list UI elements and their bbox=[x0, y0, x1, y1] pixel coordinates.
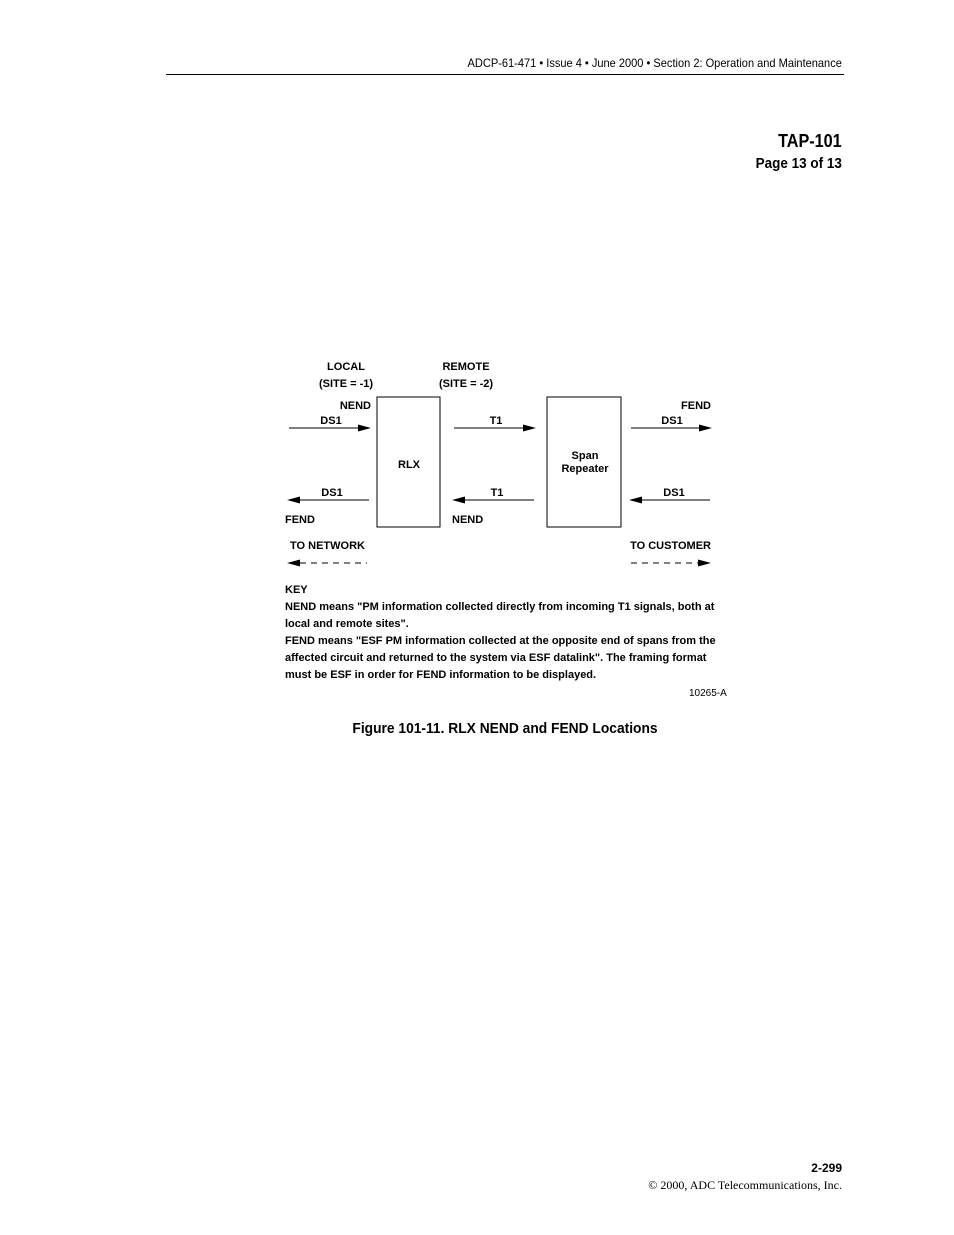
t1-top-label: T1 bbox=[489, 415, 503, 427]
remote-site-label: (SITE = -2) bbox=[438, 378, 494, 390]
local-site-label: (SITE = -1) bbox=[318, 378, 374, 390]
ds1-bottom-right-label: DS1 bbox=[663, 487, 685, 499]
to-customer-label: TO CUSTOMER bbox=[630, 540, 711, 552]
key-nend-definition: NEND means "PM information collected directly from incoming T1 signals, both at local and remote sites". bbox=[285, 601, 715, 630]
span-repeater-box bbox=[547, 397, 621, 527]
span-repeater-label-1: Span bbox=[571, 450, 599, 462]
ds1-bottom-left-label: DS1 bbox=[321, 487, 343, 499]
arrow-to-network bbox=[287, 560, 367, 567]
nend-bottom-label: NEND bbox=[452, 514, 484, 526]
ds1-top-left-label: DS1 bbox=[320, 415, 342, 427]
remote-label: REMOTE bbox=[442, 361, 490, 373]
nend-fend-diagram bbox=[270, 350, 730, 580]
running-head: ADCP-61-471 • Issue 4 • June 2000 • Section 2: Operation and Maintenance bbox=[467, 56, 842, 70]
ds1-top-right-label: DS1 bbox=[661, 415, 683, 427]
span-repeater-label-2: Repeater bbox=[561, 463, 609, 475]
tap-title: TAP-101 bbox=[778, 131, 842, 151]
header-rule bbox=[166, 74, 844, 75]
fend-top-label: FEND bbox=[681, 400, 711, 412]
copyright: © 2000, ADC Telecommunications, Inc. bbox=[648, 1178, 842, 1192]
key-heading: KEY bbox=[285, 584, 308, 596]
diagram-key bbox=[285, 582, 725, 684]
nend-top-label: NEND bbox=[339, 400, 371, 412]
local-label: LOCAL bbox=[327, 361, 365, 373]
t1-bottom-label: T1 bbox=[490, 487, 504, 499]
fend-bottom-label: FEND bbox=[285, 514, 315, 526]
figure-caption: Figure 101-11. RLX NEND and FEND Locations bbox=[352, 720, 658, 737]
to-network-label: TO NETWORK bbox=[290, 540, 365, 552]
page-number: 2-299 bbox=[811, 1161, 842, 1175]
tap-page-indicator: Page 13 of 13 bbox=[755, 155, 842, 172]
rlx-label: RLX bbox=[398, 459, 420, 471]
key-fend-definition: FEND means "ESF PM information collected at the opposite end of spans from the affected circuit and returned to the system via ESF datalink". The framing format must be ESF in order for FEND information to be displayed. bbox=[285, 635, 716, 681]
arrow-to-customer bbox=[631, 560, 711, 567]
figure-id: 10265-A bbox=[689, 688, 727, 699]
